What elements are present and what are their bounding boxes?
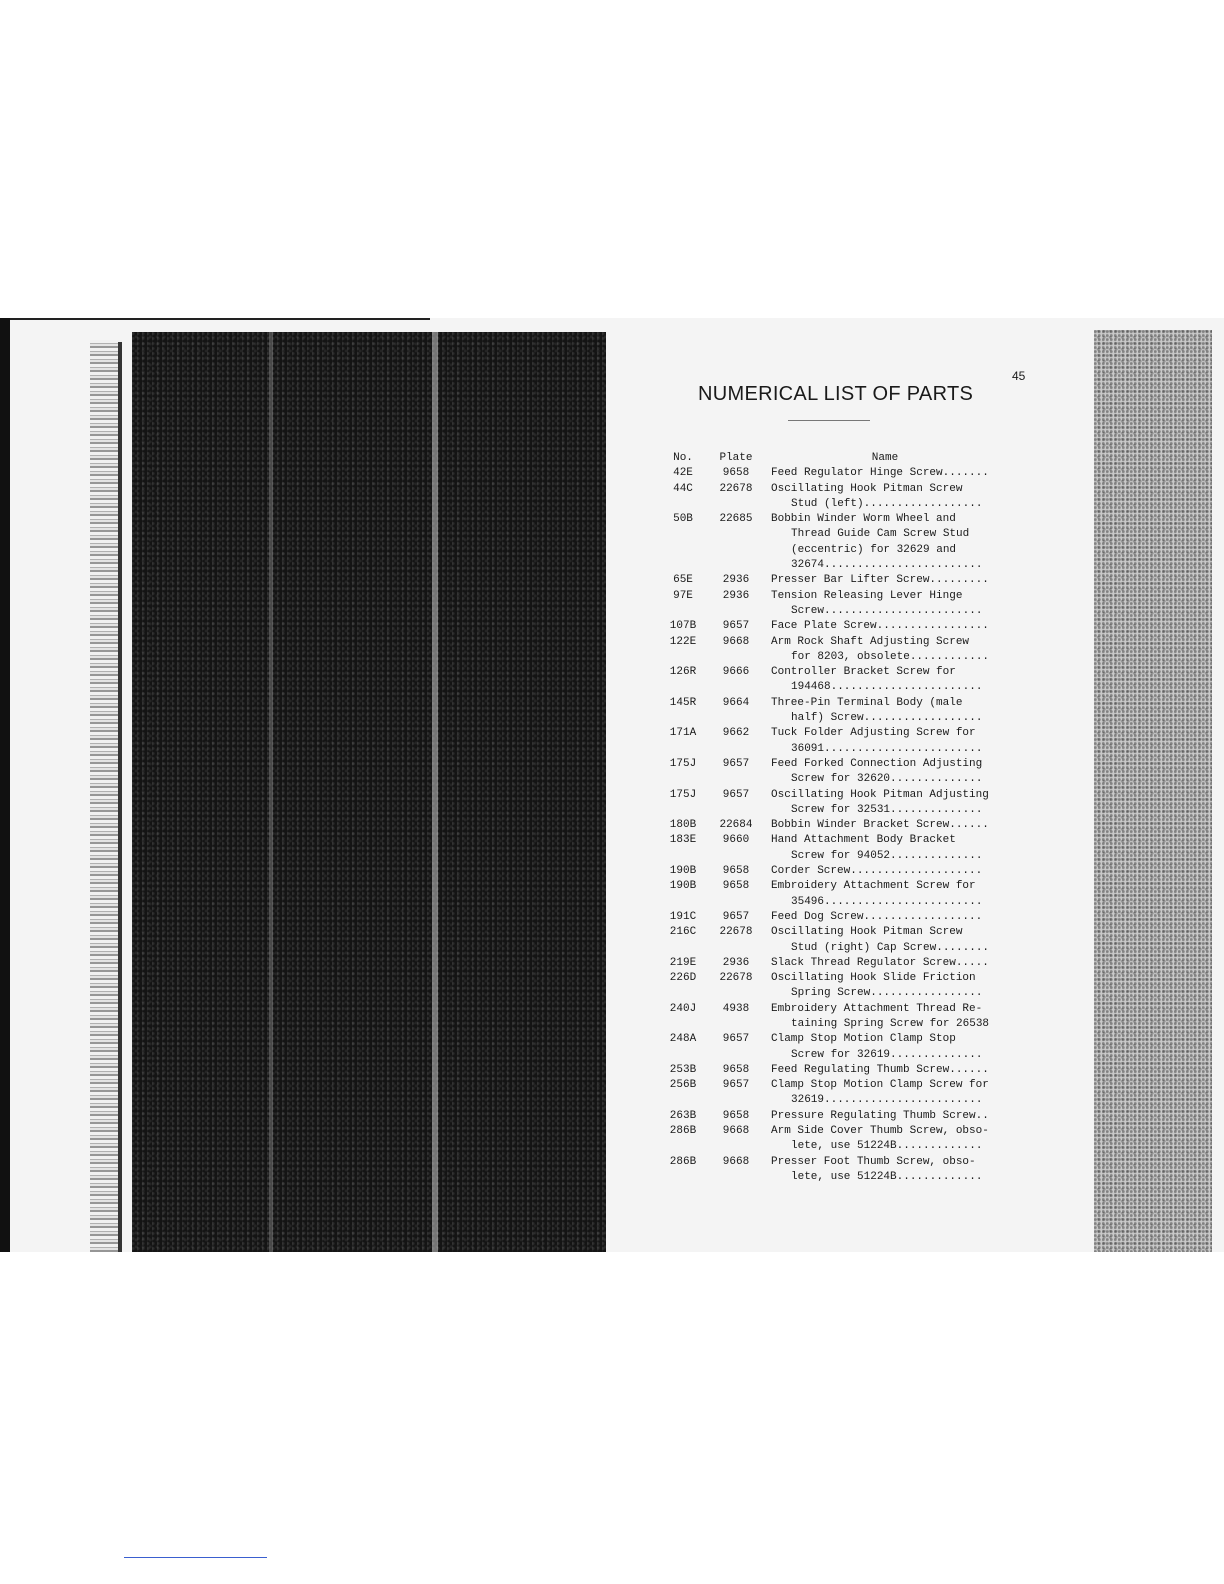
part-name-line: Embroidery Attachment Thread Re- — [771, 1002, 983, 1015]
plate-number: 9657 — [722, 757, 750, 770]
plate-number: 2936 — [722, 574, 750, 587]
table-row — [655, 833, 1005, 864]
part-number: 240J — [669, 1002, 697, 1015]
table-row — [655, 696, 1005, 727]
table-row — [655, 1078, 1005, 1109]
part-name — [761, 573, 999, 588]
binding-line — [118, 342, 122, 1252]
plate-number: 22684 — [719, 819, 753, 832]
plate-number: 9657 — [722, 620, 750, 633]
part-name-line: 35496........................ — [791, 895, 983, 908]
table-row — [655, 1109, 1005, 1124]
part-name — [761, 788, 999, 819]
page-number: 45 — [1012, 369, 1026, 383]
part-number: 97E — [673, 589, 693, 602]
part-name-line: Embroidery Attachment Screw for — [771, 880, 976, 893]
part-name-line: Oscillating Hook Pitman Screw — [771, 926, 963, 939]
table-row — [655, 665, 1005, 696]
part-name — [761, 833, 999, 864]
dark-scanned-page — [132, 332, 606, 1252]
part-name — [761, 1002, 999, 1033]
part-name — [761, 864, 999, 879]
part-number: 256B — [669, 1079, 697, 1092]
part-name-line: Stud (left).................. — [791, 497, 983, 510]
plate-number: 2936 — [722, 956, 750, 969]
part-name-line: Oscillating Hook Pitman Adjusting — [771, 788, 989, 801]
part-name-line: Tuck Folder Adjusting Screw for — [771, 727, 976, 740]
part-name-line: Presser Bar Lifter Screw......... — [771, 574, 989, 587]
part-number: 216C — [669, 926, 697, 939]
plate-number: 9658 — [722, 467, 750, 480]
plate-number: 22678 — [719, 926, 753, 939]
part-name-line: 32674........................ — [791, 559, 983, 572]
part-number: 65E — [673, 574, 693, 587]
part-name-line: Stud (right) Cap Screw........ — [791, 941, 990, 954]
part-name-line: lete, use 51224B............. — [791, 1140, 983, 1153]
part-name — [761, 466, 999, 481]
table-row — [655, 1032, 1005, 1063]
part-name — [761, 696, 999, 727]
part-name — [761, 818, 999, 833]
part-name — [761, 910, 999, 925]
header-name: Name — [871, 452, 899, 464]
scan-streak — [432, 332, 438, 1252]
table-row — [655, 1155, 1005, 1186]
plate-number: 22685 — [719, 513, 753, 526]
table-row — [655, 635, 1005, 666]
part-name-line: Thread Guide Cam Screw Stud — [791, 528, 970, 541]
part-name-line: Oscillating Hook Slide Friction — [771, 972, 976, 985]
part-name-line: Bobbin Winder Bracket Screw...... — [771, 819, 989, 832]
bottom-rule — [124, 1557, 267, 1558]
plate-number: 9658 — [722, 1109, 750, 1122]
part-name-line: Feed Regulator Hinge Screw....... — [771, 467, 989, 480]
part-number: 191C — [669, 910, 697, 923]
part-name — [761, 925, 999, 956]
table-row — [655, 757, 1005, 788]
part-name-line: Face Plate Screw................. — [771, 620, 989, 633]
part-name — [761, 482, 999, 513]
part-name-line: Screw for 32531.............. — [791, 803, 983, 816]
plate-number: 9662 — [722, 727, 750, 740]
plate-number: 9668 — [722, 1155, 750, 1168]
table-row — [655, 573, 1005, 588]
part-number: 126R — [669, 666, 697, 679]
plate-number: 22678 — [719, 972, 753, 985]
plate-number: 2936 — [722, 589, 750, 602]
part-name-line: Feed Regulating Thumb Screw...... — [771, 1063, 989, 1076]
table-row — [655, 466, 1005, 481]
part-number: 44C — [673, 482, 693, 495]
table-body — [655, 466, 1005, 1185]
part-number: 183E — [669, 834, 697, 847]
table-row — [655, 925, 1005, 956]
plate-number: 22678 — [719, 482, 753, 495]
part-number: 42E — [673, 467, 693, 480]
part-number: 190B — [669, 880, 697, 893]
part-name — [761, 956, 999, 971]
parts-table — [655, 451, 1005, 1185]
plate-number: 9657 — [722, 788, 750, 801]
header-plate: Plate — [719, 452, 753, 464]
part-number: 180B — [669, 819, 697, 832]
part-name-line: Bobbin Winder Worm Wheel and — [771, 513, 956, 526]
part-name-line: (eccentric) for 32629 and — [791, 543, 957, 556]
table-row — [655, 864, 1005, 879]
part-name-line: Controller Bracket Screw for — [771, 666, 956, 679]
plate-number: 9668 — [722, 635, 750, 648]
part-name — [761, 1155, 999, 1186]
part-name-line: 194468....................... — [791, 681, 983, 694]
plate-number: 9666 — [722, 666, 750, 679]
part-name-line: for 8203, obsolete............ — [791, 650, 990, 663]
part-name-line: Corder Screw.................... — [771, 865, 983, 878]
table-row — [655, 818, 1005, 833]
part-name — [761, 619, 999, 634]
table-row — [655, 971, 1005, 1002]
part-name — [761, 879, 999, 910]
part-number: 190B — [669, 865, 697, 878]
part-number: 122E — [669, 635, 697, 648]
part-name-line: Clamp Stop Motion Clamp Stop — [771, 1033, 956, 1046]
plate-number: 9658 — [722, 865, 750, 878]
table-row — [655, 512, 1005, 573]
part-number: 219E — [669, 956, 697, 969]
part-name-line: 32619........................ — [791, 1094, 983, 1107]
part-name-line: Spring Screw................. — [791, 987, 983, 1000]
part-name — [761, 971, 999, 1002]
table-row — [655, 788, 1005, 819]
table-row — [655, 589, 1005, 620]
page-title: NUMERICAL LIST OF PARTS — [698, 383, 974, 405]
table-row — [655, 879, 1005, 910]
part-number: 263B — [669, 1109, 697, 1122]
part-name-line: Screw for 32619.............. — [791, 1048, 983, 1061]
part-name — [761, 1109, 999, 1124]
scan-streak — [269, 332, 273, 1252]
part-name — [761, 512, 999, 573]
part-name-line: half) Screw.................. — [791, 712, 983, 725]
title-underline — [788, 420, 870, 421]
plate-number: 9657 — [722, 1033, 750, 1046]
part-name-line: Pressure Regulating Thumb Screw.. — [771, 1109, 989, 1122]
part-number: 50B — [673, 513, 693, 526]
part-name — [761, 1078, 999, 1109]
plate-number: 9668 — [722, 1125, 750, 1138]
table-row — [655, 1124, 1005, 1155]
part-name — [761, 589, 999, 620]
part-name-line: Arm Rock Shaft Adjusting Screw — [771, 635, 970, 648]
part-number: 175J — [669, 788, 697, 801]
part-name — [761, 635, 999, 666]
part-name-line: Screw........................ — [791, 604, 983, 617]
part-name-line: Tension Releasing Lever Hinge — [771, 589, 963, 602]
part-name — [761, 1063, 999, 1078]
plate-number: 9658 — [722, 880, 750, 893]
part-name-line: lete, use 51224B............. — [791, 1170, 983, 1183]
part-number: 171A — [669, 727, 697, 740]
part-name-line: Oscillating Hook Pitman Screw — [771, 482, 963, 495]
part-number: 145R — [669, 696, 697, 709]
part-number: 107B — [669, 620, 697, 633]
part-name — [761, 726, 999, 757]
part-name-line: Arm Side Cover Thumb Screw, obso- — [771, 1125, 989, 1138]
table-row — [655, 1063, 1005, 1078]
part-name-line: 36091........................ — [791, 742, 983, 755]
part-number: 226D — [669, 972, 697, 985]
plate-number: 9664 — [722, 696, 750, 709]
table-header — [655, 451, 1005, 466]
part-name — [761, 1032, 999, 1063]
part-name — [761, 665, 999, 696]
part-number: 175J — [669, 757, 697, 770]
part-name-line: Clamp Stop Motion Clamp Screw for — [771, 1079, 989, 1092]
part-name-line: Feed Forked Connection Adjusting — [771, 757, 983, 770]
part-number: 248A — [669, 1033, 697, 1046]
plate-number: 9657 — [722, 1079, 750, 1092]
part-name-line: Screw for 94052.............. — [791, 849, 983, 862]
scan-left-border — [0, 318, 10, 1252]
table-row — [655, 726, 1005, 757]
part-name-line: taining Spring Screw for 26538 — [791, 1017, 990, 1030]
plate-number: 9658 — [722, 1063, 750, 1076]
part-name-line: Presser Foot Thumb Screw, obso- — [771, 1155, 976, 1168]
table-row — [655, 619, 1005, 634]
right-page-edge — [1094, 330, 1212, 1252]
part-name-line: Feed Dog Screw.................. — [771, 910, 983, 923]
part-name — [761, 1124, 999, 1155]
part-name-line: Slack Thread Regulator Screw..... — [771, 956, 989, 969]
scan-top-edge — [0, 318, 430, 320]
part-number: 286B — [669, 1155, 697, 1168]
part-number: 286B — [669, 1125, 697, 1138]
table-row — [655, 910, 1005, 925]
part-name-line: Hand Attachment Body Bracket — [771, 834, 956, 847]
table-row — [655, 956, 1005, 971]
plate-number: 4938 — [722, 1002, 750, 1015]
plate-number: 9657 — [722, 910, 750, 923]
part-name-line: Screw for 32620.............. — [791, 773, 983, 786]
table-row — [655, 482, 1005, 513]
part-name — [761, 757, 999, 788]
part-name-line: Three-Pin Terminal Body (male — [771, 696, 963, 709]
header-no: No. — [673, 452, 693, 464]
plate-number: 9660 — [722, 834, 750, 847]
part-number: 253B — [669, 1063, 697, 1076]
table-row — [655, 1002, 1005, 1033]
